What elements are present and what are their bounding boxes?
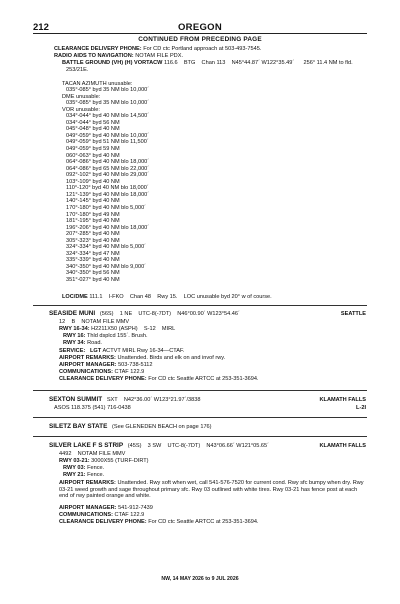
silverlake-remarks-block: [59, 480, 367, 500]
divider: [33, 305, 367, 306]
restriction-line: 035°-085° byd 35 NM blo 10,000´: [66, 100, 150, 107]
sexton-name: SEXTON SUMMIT: [49, 396, 103, 403]
divider: [33, 436, 367, 437]
seaside-rwy-line: [59, 326, 175, 333]
siletz-info: (See GLENEDEN BEACH on page 176): [112, 424, 212, 430]
seaside-manager-line: [59, 362, 152, 369]
restriction-line: 035°-085° byd 35 NM blo 10,000´: [66, 87, 150, 93]
seaside-line2: 12 B NOTAM FILE MMV: [59, 319, 130, 325]
seaside-comm-label: COMMUNICATIONS:: [59, 369, 113, 375]
restriction-line: 170°-180° byd 40 NM blo 5,000´: [66, 204, 147, 211]
page-number: 212: [33, 22, 49, 33]
silverlake-rwy-line: [59, 458, 149, 465]
header-rule: [33, 33, 367, 34]
pdx-radio-line: [54, 53, 183, 60]
restriction-line: 064°-086° byd 40 NM blo 18,000´: [66, 159, 150, 166]
restriction-line: 207°-285° byd 40 NM: [66, 231, 120, 238]
restriction-line: 034°-044° byd 40 NM blo 14,500´: [66, 113, 150, 120]
silverlake-heading: [49, 443, 269, 450]
seaside-service-label: SERVICE:: [59, 348, 86, 354]
silverlake-rwy-text: 3000X55 (TURF-DIRT): [91, 458, 149, 464]
pdx-vortac-text: 116.6 BTG Chan 113 N45°44.87´ W122°35.49´ 256° 11.4 NM to fld.: [164, 60, 353, 66]
seaside-info: (56S) 1 NE UTC-8(-7DT) N46°00.90´ W123°54.46´: [99, 311, 240, 317]
divider: [33, 417, 367, 418]
silverlake-manager-label: AIRPORT MANAGER:: [59, 505, 117, 511]
seaside-clearance-text: For CD ctc Seattle ARTCC at 253-351-3694.: [148, 376, 259, 382]
seaside-service-text: ACTVT MIRL Rwy 16-34—CTAF.: [102, 348, 185, 354]
restriction-line: 196°-206° byd 40 NM blo 18,000´: [66, 224, 150, 231]
silverlake-manager-text: 541-912-7439: [118, 505, 153, 511]
seaside-comm-line: [59, 369, 144, 376]
restriction-line: 064°-086° byd 65 NM blo 22,000´: [66, 165, 150, 172]
restriction-line: 049°-059° byd 40 NM blo 10,000´: [66, 132, 150, 139]
state-title: OREGON: [177, 22, 223, 33]
seaside-rwy-text: H2211X50 (ASPH) S-12 MIRL: [91, 326, 176, 332]
silverlake-comm-label: COMMUNICATIONS:: [59, 512, 113, 518]
seaside-name: SEASIDE MUNI: [49, 310, 96, 317]
silverlake-clearance-text: For CD ctc Seattle ARTCC at 253-351-3694.: [148, 519, 259, 525]
seaside-remarks-line: [59, 355, 225, 362]
pdx-loc-line: [62, 294, 272, 301]
restriction-line: 170°-180° byd 49 NM: [66, 211, 120, 218]
pdx-clearance-label: CLEARANCE DELIVERY PHONE:: [54, 46, 142, 52]
silverlake-comm-text: CTAF 122.9: [114, 512, 145, 518]
seaside-rwy16-line: [63, 333, 148, 340]
silverlake-region: KLAMATH FALLS: [319, 443, 366, 449]
seaside-service-lgt: LGT: [90, 348, 102, 354]
restriction-line: 181°-195° byd 40 NM: [66, 218, 120, 224]
pdx-radio-text: NOTAM FILE PDX.: [135, 53, 183, 59]
restriction-line: 324°-334° byd 47 NM: [66, 250, 120, 257]
silverlake-rwy21-line: [63, 472, 104, 479]
restriction-line: 305°-323° byd 40 NM: [66, 237, 120, 244]
seaside-manager-text: 503-738-5112: [118, 362, 153, 368]
restriction-line: 110°-120° byd 40 NM blo 18,000´: [66, 185, 149, 192]
seaside-heading: [49, 311, 240, 318]
restriction-line: 340°-350° byd 40 NM blo 9,000´: [66, 263, 147, 270]
divider: [33, 390, 367, 391]
silverlake-rwy03-label: RWY 03:: [63, 465, 86, 471]
pdx-loc-label: LOC/DME: [62, 294, 88, 300]
silverlake-rwy21-text: Fence.: [87, 472, 105, 478]
seaside-clearance-label: CLEARANCE DELIVERY PHONE:: [59, 376, 147, 382]
restriction-heading: DME unusable:: [62, 93, 101, 100]
silverlake-comm-line: [59, 512, 144, 519]
silverlake-remarks-label: AIRPORT REMARKS:: [59, 480, 116, 486]
restriction-line: 324°-334° byd 40 NM blo 5,000´: [66, 244, 147, 251]
silverlake-remarks-text: Unattended. Rwy soft when wet, call 541-576-7520 for current cond. Rwy sfc bumpy when dry. Rwy 03-21 weed growth and sage throughout primary sfc. Rwy 03 outlined with white tires. Rwy 03-21 has fence post at each end of rwy painted orange and white.: [59, 480, 364, 500]
restriction-line: 335°-339° byd 40 NM: [66, 257, 120, 264]
restriction-line: 045°-048° byd 40 NM: [66, 126, 120, 133]
silverlake-line2: 4492 NOTAM FILE MMV: [59, 451, 126, 457]
restriction-line: 121°-139° byd 40 NM blo 18,000´: [66, 191, 150, 198]
silverlake-rwy-label: RWY 03-21:: [59, 458, 90, 464]
restriction-line: 092°-102° byd 40 NM blo 29,000´: [66, 172, 150, 179]
pdx-vortac-cont: 253/21E.: [66, 67, 89, 73]
pdx-loc-text: 111.1 I-FKO Chan 48 Rwy 15. LOC unusable byd 20° w of course.: [89, 294, 272, 300]
seaside-comm-text: CTAF 122.9: [114, 369, 145, 375]
silverlake-rwy03-line: [63, 465, 104, 472]
sexton-line2: ASOS 118.375 (541) 716-0438: [54, 405, 131, 411]
silverlake-clearance-line: [59, 519, 259, 526]
restriction-line: 034°-044° byd 56 NM: [66, 119, 120, 126]
restriction-heading: VOR unusable:: [62, 106, 100, 113]
seaside-remarks-label: AIRPORT REMARKS:: [59, 355, 116, 361]
sexton-region2: L-2I: [356, 405, 366, 411]
continued-banner: CONTINUED FROM PRECEDING PAGE: [138, 36, 262, 43]
restriction-heading: TACAN AZIMUTH unusable:: [62, 80, 133, 87]
seaside-service-line: [59, 348, 184, 355]
pdx-radio-label: RADIO AIDS TO NAVIGATION:: [54, 53, 134, 59]
restriction-line: 140°-145° byd 40 NM: [66, 198, 120, 205]
seaside-rwy16-label: RWY 16:: [63, 333, 86, 339]
restriction-line: 351°-027° byd 40 NM: [66, 277, 120, 283]
pdx-vortac-line: [62, 60, 353, 67]
silverlake-rwy21-label: RWY 21:: [63, 472, 86, 478]
silverlake-info: (45S) 3 SW UTC-8(-7DT) N43°06.66´ W121°05.65´: [127, 443, 270, 449]
restriction-line: 049°-059° byd 59 NM: [66, 146, 120, 152]
silverlake-rwy03-text: Fence.: [87, 465, 105, 471]
seaside-rwy34-text: Road.: [87, 340, 102, 346]
sexton-info: SXT N42°36.00´ W123°21.97´/3838: [106, 397, 201, 403]
restriction-line: 049°-059° byd 51 NM blo 11,500´: [66, 139, 149, 146]
sexton-heading: [49, 397, 200, 404]
silverlake-name: SILVER LAKE F S STRIP: [49, 442, 124, 449]
seaside-rwy16-text: Thld dsplcd 155´. Brush.: [86, 333, 148, 339]
seaside-clearance-line: [59, 376, 259, 383]
sexton-region: KLAMATH FALLS: [319, 397, 366, 403]
seaside-rwy34-label: RWY 34:: [63, 340, 86, 346]
pdx-vortac-label: BATTLE GROUND (VH) (H) VORTACW: [62, 60, 163, 66]
siletz-heading: [49, 424, 212, 431]
restriction-line: 103°-109° byd 40 NM: [66, 178, 120, 185]
pdx-clearance-line: [54, 46, 261, 53]
silverlake-manager-line: [59, 505, 153, 512]
seaside-rwy-label: RWY 16-34:: [59, 326, 90, 332]
pdx-clearance-text: For CD ctc Portland approach at 503-493-7545.: [143, 46, 262, 52]
page-footer: NW, 14 MAY 2026 to 9 JUL 2026: [161, 576, 239, 582]
silverlake-clearance-label: CLEARANCE DELIVERY PHONE:: [59, 519, 147, 525]
seaside-region: SEATTLE: [340, 311, 366, 317]
siletz-name: SILETZ BAY STATE: [49, 423, 108, 430]
restriction-line: 340°-350° byd 56 NM: [66, 270, 120, 277]
seaside-manager-label: AIRPORT MANAGER:: [59, 362, 117, 368]
restriction-line: 060°-063° byd 40 NM: [66, 152, 120, 159]
seaside-remarks-text: Unattended. Birds and elk on and invof rwy.: [117, 355, 226, 361]
seaside-rwy34-line: [63, 340, 102, 347]
